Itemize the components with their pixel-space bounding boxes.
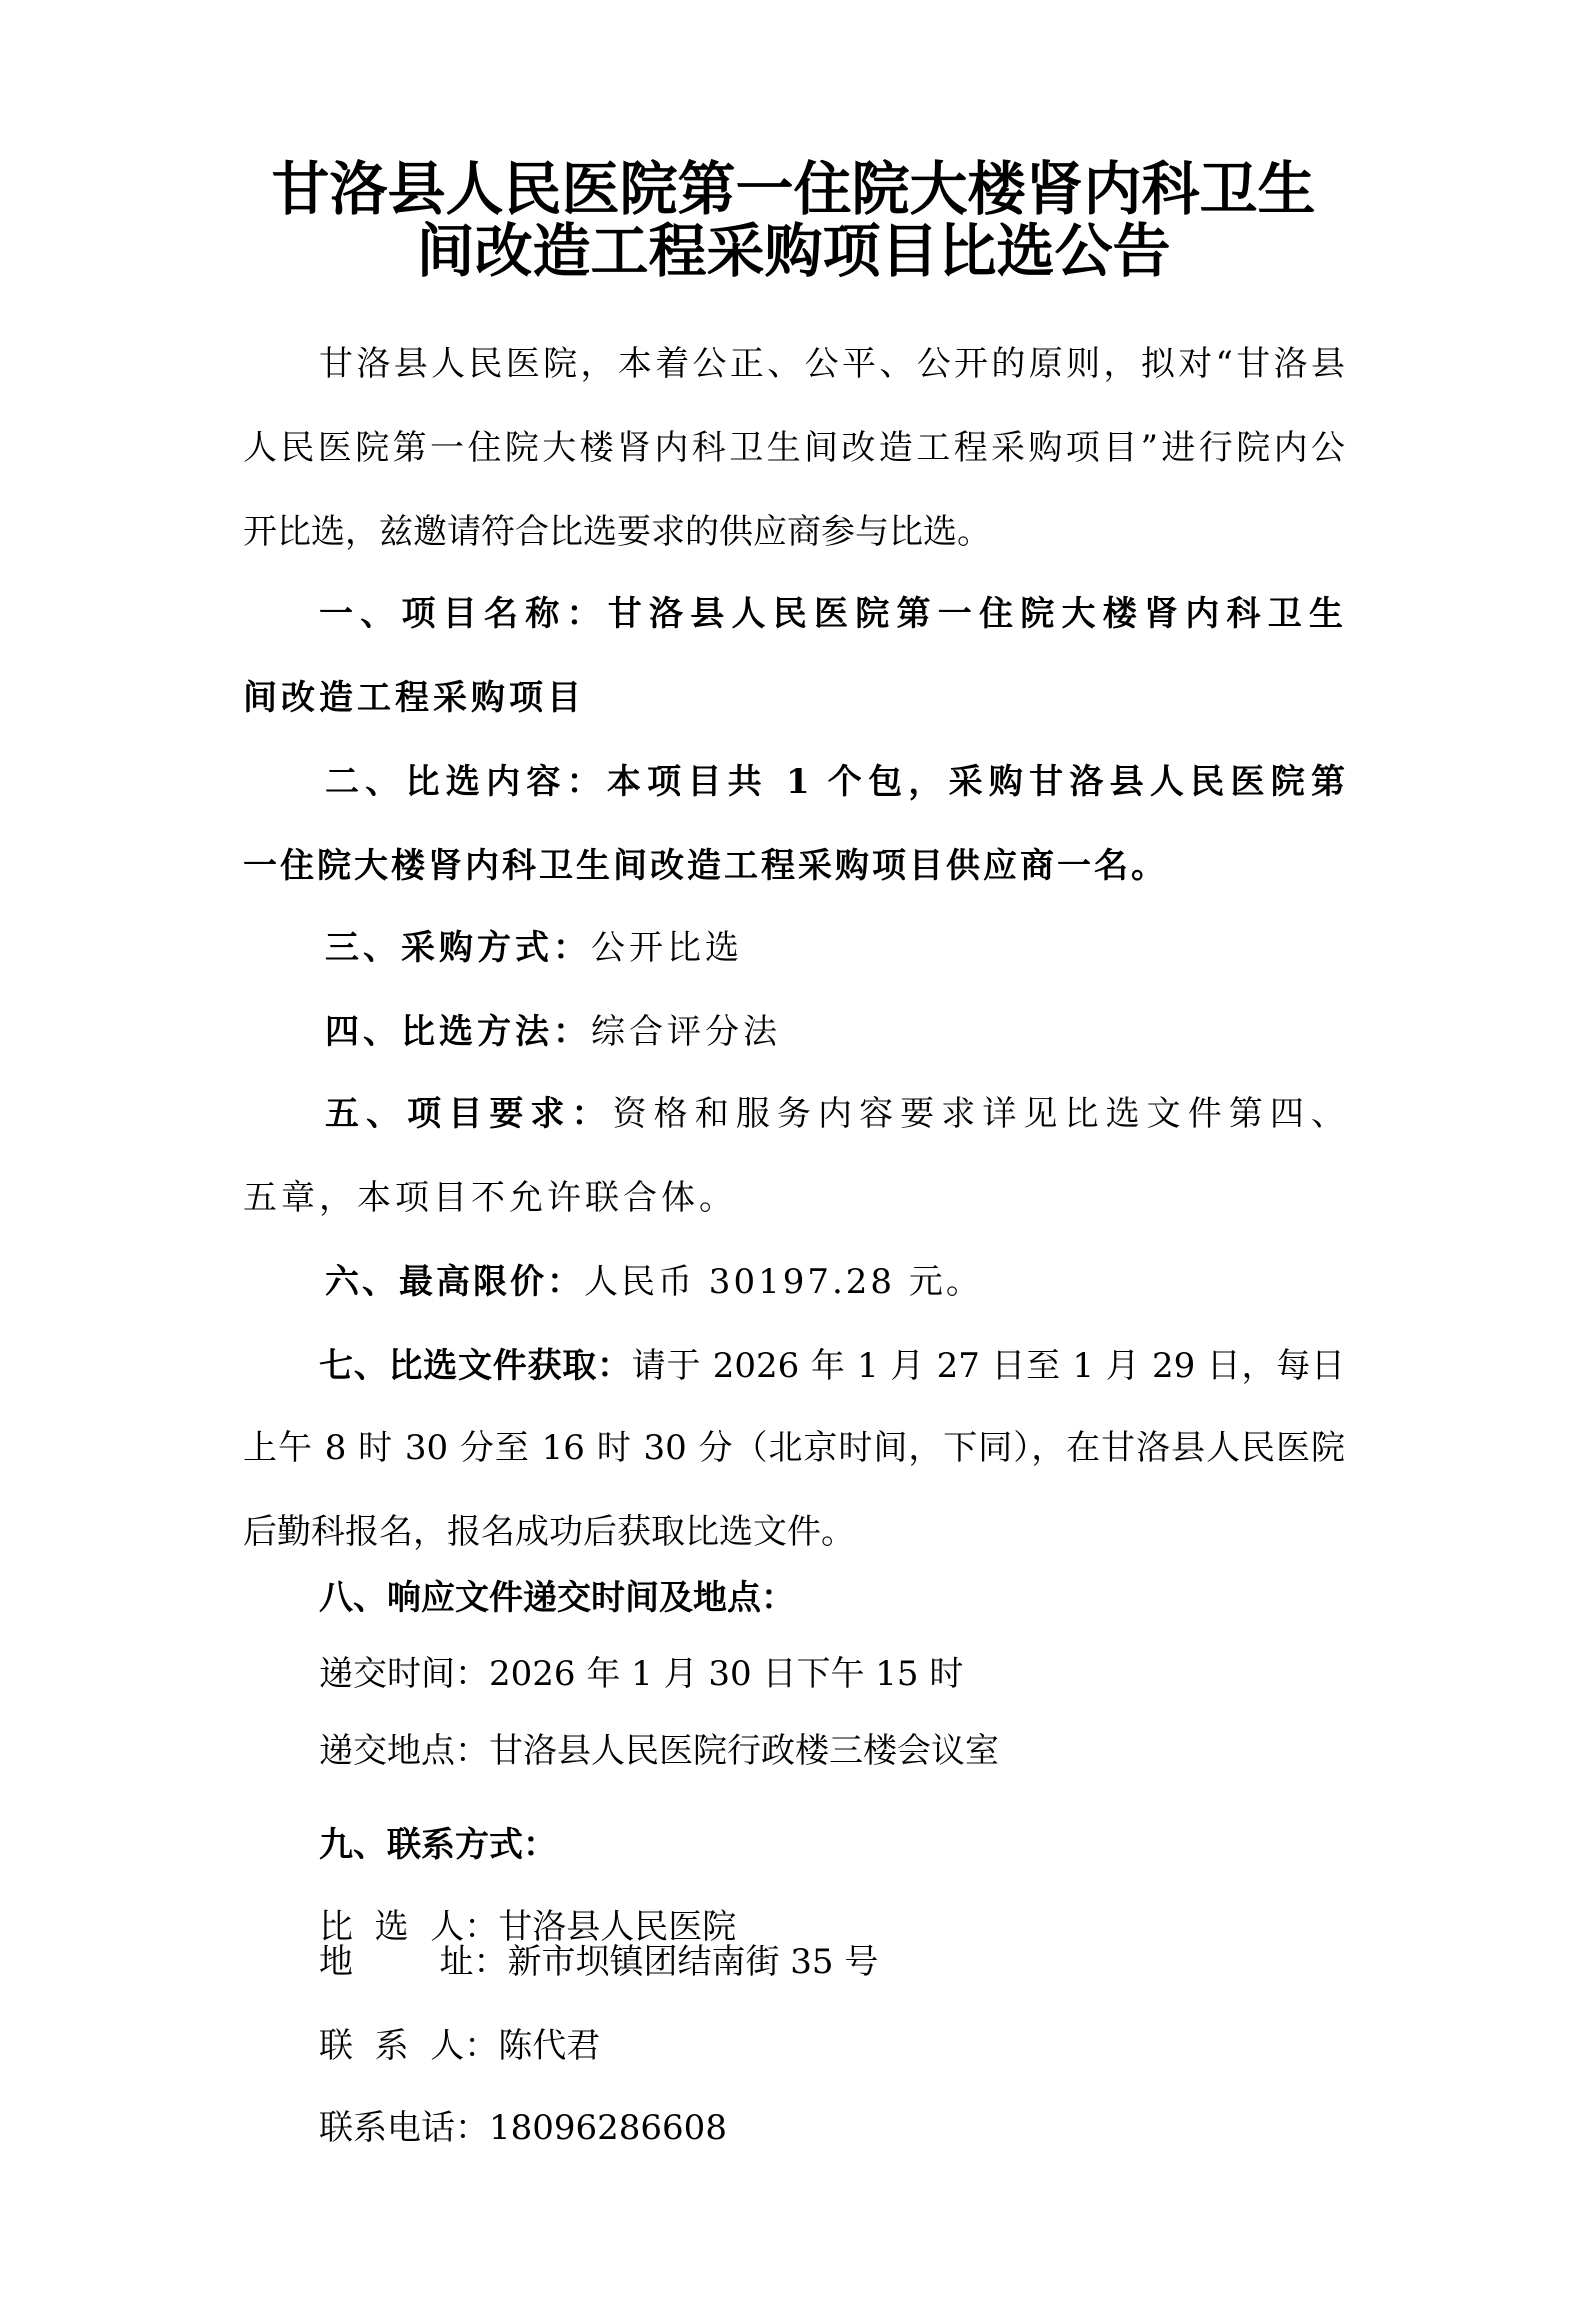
section-doc-obtain bbox=[319, 1346, 1345, 1386]
address-value: 新市坝镇团结南街 35 号 bbox=[507, 1942, 879, 1982]
section-doc-obtain-cont: 上午 8 时 30 分至 16 时 30 分（北京时间，下同），在甘洛县人民医院 bbox=[243, 1428, 1345, 1468]
section-requirements-cont: 五章，本项目不允许联合体。 bbox=[243, 1178, 737, 1218]
section-requirements bbox=[325, 1094, 1345, 1134]
section-content-cont bbox=[243, 846, 1168, 886]
intro-line: 人民医院第一住院大楼肾内科卫生间改造工程采购项目”进行院内公 bbox=[243, 428, 1345, 468]
contact-row bbox=[319, 2026, 600, 2066]
max-price: 人民币 30197.28 元。 bbox=[584, 1262, 983, 1302]
phone-label: 联系电话： bbox=[319, 2108, 489, 2148]
section-text: 请于 2026 年 1 月 27 日至 1 月 29 日，每日 bbox=[631, 1346, 1345, 1386]
intro-line: 甘洛县人民医院，本着公正、公平、公开的原则，拟对“甘洛县 bbox=[319, 344, 1345, 384]
buyer-value: 甘洛县人民医院 bbox=[498, 1907, 737, 1947]
section-text: 一住院大楼肾内科卫生间改造工程采购项目供应商一名。 bbox=[243, 846, 1168, 886]
intro-line: 开比选，兹邀请符合比选要求的供应商参与比选。 bbox=[243, 512, 991, 552]
section-text: 公开比选 bbox=[591, 928, 743, 968]
section-contact bbox=[319, 1825, 557, 1865]
section-doc-obtain-cont: 后勤科报名，报名成功后获取比选文件。 bbox=[243, 1512, 855, 1552]
project-name-cont: 间改造工程采购项目 bbox=[243, 678, 585, 718]
phone-value: 18096286608 bbox=[489, 2108, 727, 2148]
contact-label: 联 系 人： bbox=[319, 2026, 499, 2066]
section-label: 一、项目名称： bbox=[319, 594, 608, 634]
section-label: 五、项目要求： bbox=[325, 1094, 613, 1134]
section-label: 三、采购方式： bbox=[325, 928, 591, 968]
address-row bbox=[319, 1942, 878, 1982]
section-label: 六、最高限价： bbox=[325, 1262, 584, 1302]
section-submission bbox=[319, 1578, 795, 1618]
address-label: 地 址： bbox=[319, 1942, 508, 1982]
phone-row bbox=[319, 2108, 727, 2148]
section-text: 本项目共 1 个包，采购甘洛县人民医院第 bbox=[606, 762, 1345, 802]
section-text: 资格和服务内容要求详见比选文件第四、 bbox=[612, 1094, 1346, 1134]
buyer-row bbox=[319, 1907, 736, 1947]
buyer-label: 比 选 人： bbox=[319, 1907, 499, 1947]
section-label: 二、比选内容： bbox=[325, 762, 607, 802]
section-method bbox=[325, 928, 743, 968]
submission-time: 递交时间：2026 年 1 月 30 日下午 15 时 bbox=[319, 1654, 964, 1694]
section-label: 七、比选文件获取： bbox=[319, 1346, 632, 1386]
page-title-line1: 甘洛县人民医院第一住院大楼肾内科卫生 bbox=[271, 155, 1316, 223]
submission-place: 递交地点：甘洛县人民医院行政楼三楼会议室 bbox=[319, 1731, 999, 1771]
section-label: 九、联系方式： bbox=[319, 1825, 557, 1865]
section-evaluation bbox=[325, 1012, 781, 1052]
page-title-line2: 间改造工程采购项目比选公告 bbox=[416, 217, 1171, 285]
section-project-name bbox=[319, 594, 1345, 634]
section-max-price bbox=[325, 1262, 983, 1302]
section-text: 综合评分法 bbox=[591, 1012, 781, 1052]
section-content bbox=[325, 762, 1345, 802]
section-label: 四、比选方法： bbox=[325, 1012, 591, 1052]
section-project-name-cont bbox=[243, 678, 585, 718]
project-name: 甘洛县人民医院第一住院大楼肾内科卫生 bbox=[607, 594, 1345, 634]
section-label: 八、响应文件递交时间及地点： bbox=[319, 1578, 795, 1618]
contact-value: 陈代君 bbox=[498, 2026, 601, 2066]
